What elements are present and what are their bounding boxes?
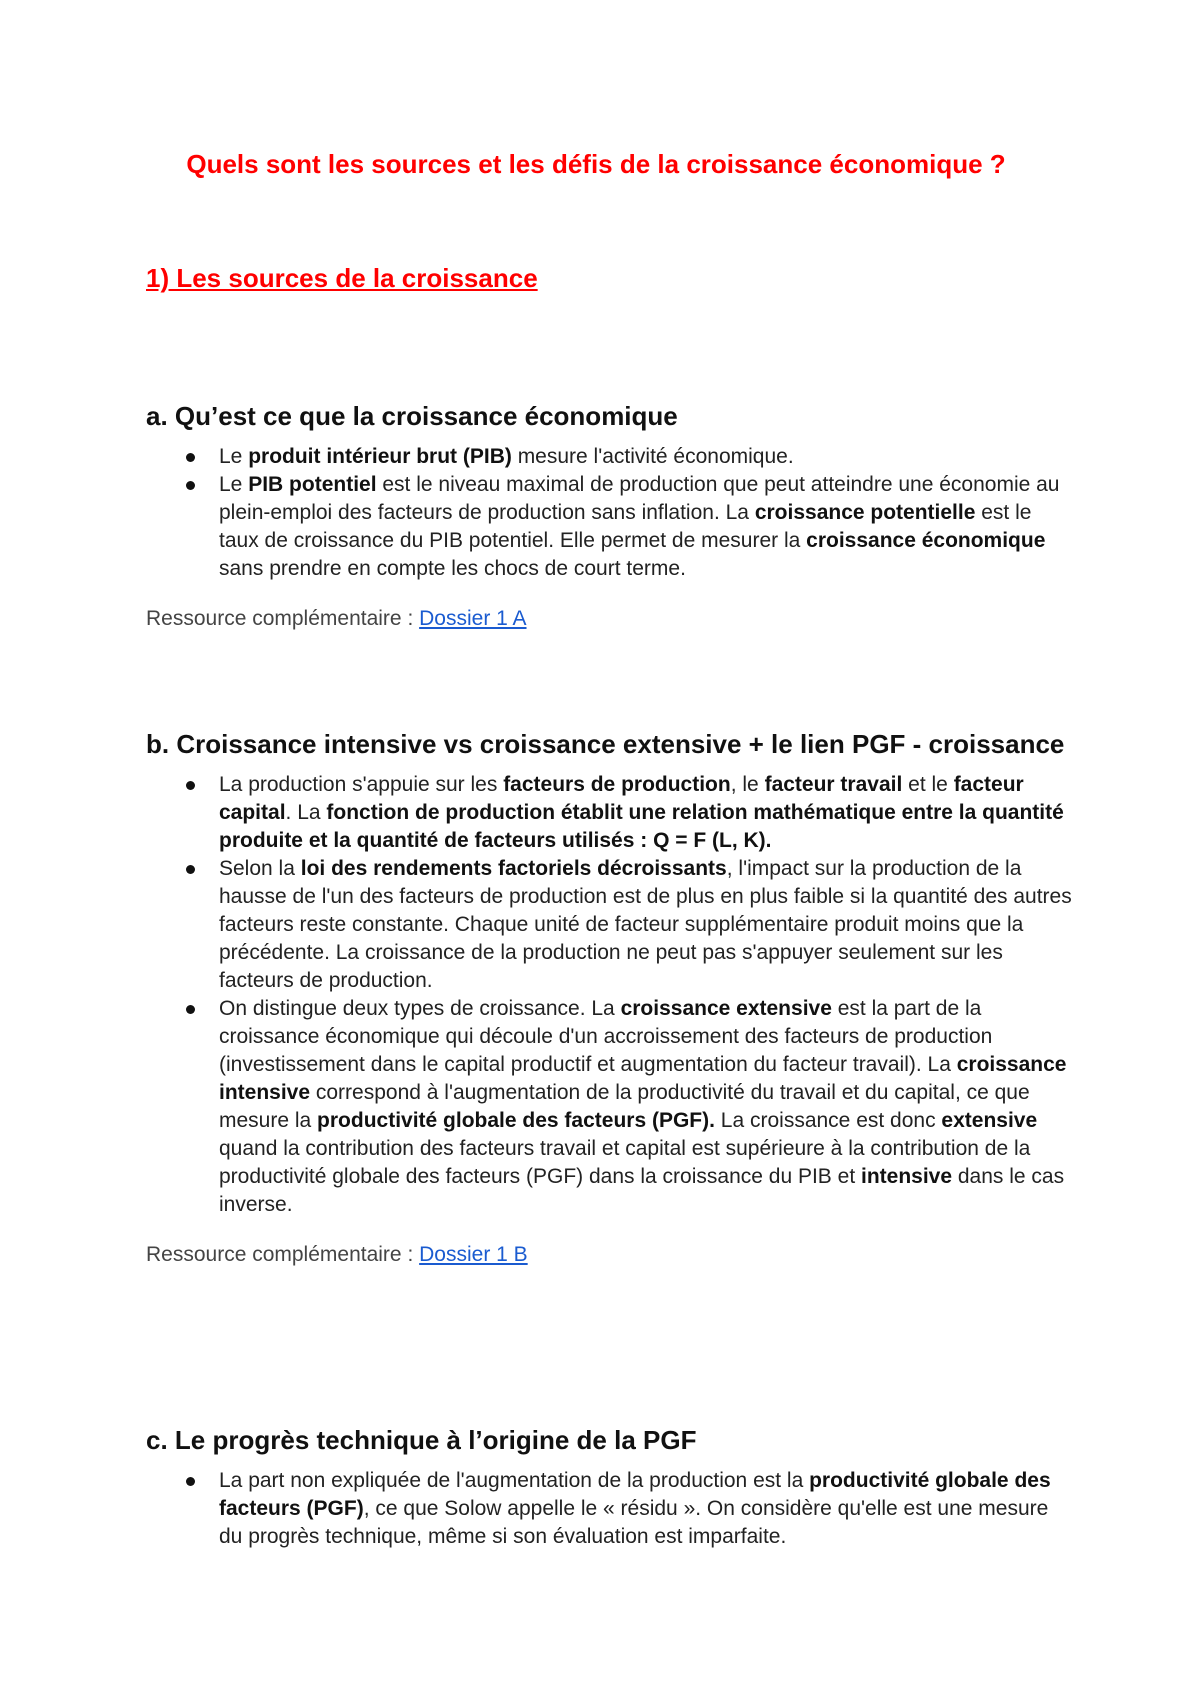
resource-line-a (146, 605, 1076, 633)
dossier-1a-link[interactable]: Dossier 1 A (419, 607, 527, 630)
dossier-1b-link[interactable]: Dossier 1 B (419, 1243, 528, 1266)
text-run: , l'impact sur la production de la hausse de l'un des facteurs de production est de plus en plus faible si la quantité des autres facteurs reste constante. Chaque unité de facteur supplémentaire produit moins que la précédente. La croissance de la production ne peut pas s'appuyer seulement sur les facteurs de production. (219, 857, 1072, 992)
bold-term: productivité globale des facteurs (PGF). (317, 1109, 715, 1132)
subsection-a (146, 400, 1076, 633)
bold-term: facteurs de production (503, 773, 731, 796)
text-run: est le niveau maximal de production que peut atteindre une économie au plein-emploi des facteurs de production sans inflation. La (219, 473, 1060, 524)
list-item (146, 771, 1076, 855)
subsection-c-heading: c. Le progrès technique à l’origine de la PGF (146, 1425, 697, 1455)
document-title: Quels sont les sources et les défis de la croissance économique ? (186, 149, 1006, 179)
list-item (146, 443, 1076, 471)
bold-term: loi des rendements factoriels décroissants (300, 857, 727, 880)
bold-term: facteur capital (219, 773, 1024, 824)
text-run: Selon la (219, 857, 301, 880)
bullet-dot-icon (186, 865, 195, 874)
resource-label: Ressource complémentaire : (146, 607, 420, 630)
text-run: sans prendre en compte les chocs de court terme. (219, 557, 686, 580)
bold-term: facteur travail (764, 773, 903, 796)
list-item (146, 995, 1076, 1219)
bold-term: croissance extensive (620, 997, 832, 1020)
subsection-b-list (146, 771, 1076, 1219)
resource-line-b (146, 1241, 1076, 1269)
resource-label: Ressource complémentaire : (146, 1243, 420, 1266)
list-item (146, 855, 1076, 995)
subsection-b (146, 728, 1076, 1269)
section-title-sources: 1) Les sources de la croissance (146, 263, 538, 293)
text-run: La croissance est donc (714, 1109, 942, 1132)
subsection-c-list (146, 1467, 1076, 1551)
subsection-b-heading: b. Croissance intensive vs croissance extensive + le lien PGF - croissance (146, 729, 1065, 759)
text-run: est le taux de croissance du PIB potentiel. Elle permet de mesurer la (219, 501, 1032, 552)
text-run: , ce que Solow appelle le « résidu ». On considère qu'elle est une mesure du progrès technique, même si son évaluation est imparfaite. (219, 1497, 1049, 1548)
bold-term: PIB potentiel (248, 473, 377, 496)
bold-term: croissance intensive (219, 1053, 1067, 1104)
bold-term: intensive (861, 1165, 953, 1188)
text-run: La production s'appuie sur les (219, 773, 504, 796)
bold-term: croissance potentielle (754, 501, 976, 524)
list-item (146, 471, 1076, 583)
subsection-c (146, 1424, 1076, 1551)
bold-term: extensive (941, 1109, 1038, 1132)
bullet-dot-icon (186, 781, 195, 790)
text-run: dans le cas inverse. (219, 1165, 1065, 1216)
text-run: La part non expliquée de l'augmentation de la production est la (219, 1469, 810, 1492)
subsection-a-list (146, 443, 1076, 583)
bold-term: productivité globale des facteurs (PGF) (219, 1469, 1051, 1520)
text-run: quand la contribution des facteurs travail et capital est supérieure à la contribution de la productivité globale des facteurs (PGF) dans la croissance du PIB et (219, 1137, 1031, 1188)
bullet-dot-icon (186, 481, 195, 490)
text-run: Le (219, 473, 249, 496)
list-item (146, 1467, 1076, 1551)
bullet-dot-icon (186, 1477, 195, 1486)
text-run: correspond à l'augmentation de la productivité du travail et du capital, ce que mesure la (219, 1081, 1030, 1132)
text-run: . La (285, 801, 327, 824)
text-run: mesure l'activité économique. (511, 445, 794, 468)
text-run: Le (219, 445, 249, 468)
bold-term: croissance économique (806, 529, 1046, 552)
text-run: est la part de la croissance économique qui découle d'un accroissement des facteurs de production (investissement dans le capital productif et augmentation du facteur travail). La (219, 997, 993, 1076)
bold-term: produit intérieur brut (PIB) (248, 445, 512, 468)
subsection-a-heading: a. Qu’est ce que la croissance économique (146, 401, 678, 431)
bullet-dot-icon (186, 453, 195, 462)
bullet-dot-icon (186, 1005, 195, 1014)
text-run: , le (730, 773, 765, 796)
text-run: On distingue deux types de croissance. La (219, 997, 621, 1020)
bold-term: fonction de production établit une relation mathématique entre la quantité produite et la quantité de facteurs utilisés : Q = F (L, K). (219, 801, 1064, 852)
text-run: et le (902, 773, 954, 796)
